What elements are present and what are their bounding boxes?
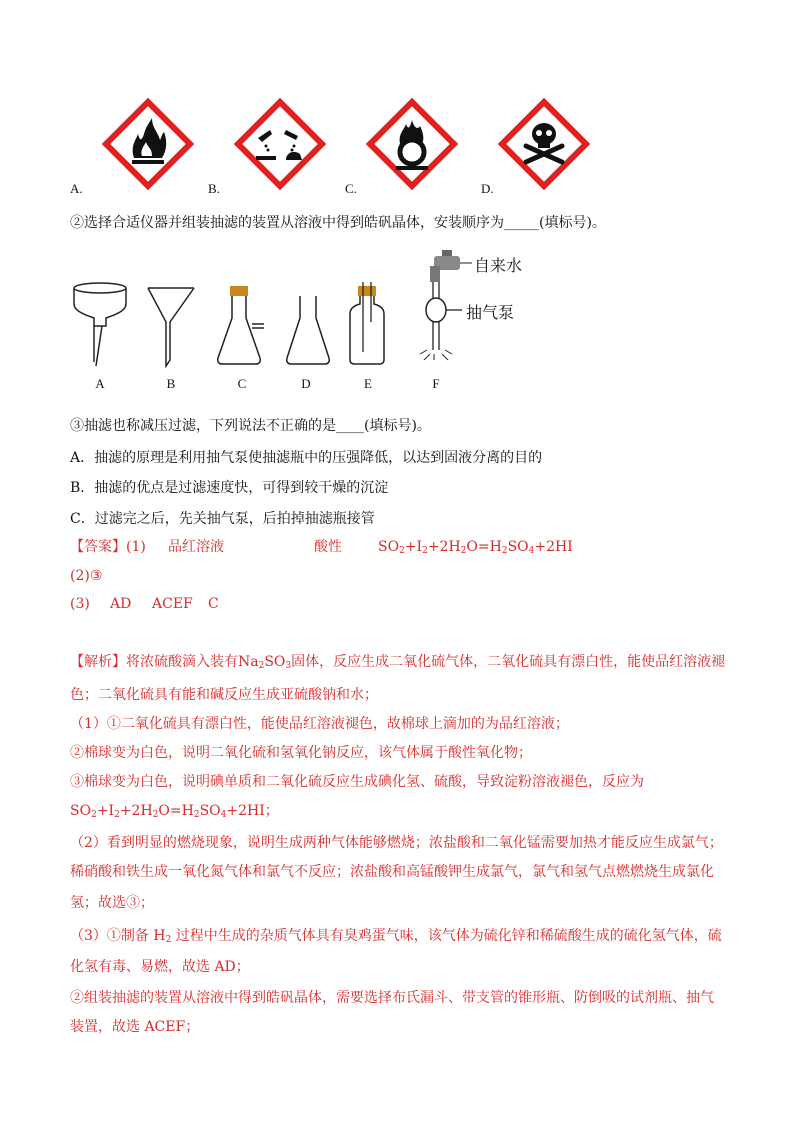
analysis-line-6: $SO_2+I_2+2H_2O=H_2SO_4+2HI$； xyxy=(70,803,279,820)
analysis-line-2: 色；二氧化硫具有能和碱反应生成亚硫酸钠和水； xyxy=(70,687,378,703)
tap-water-label: 自来水 xyxy=(474,256,523,275)
answer-3-a: AD xyxy=(110,596,132,612)
hazard-option-d: D. xyxy=(481,181,494,196)
analysis-line-5: ③棉球变为白色，说明碘单质和二氧化硫反应生成碘化氢、硫酸，导致淀粉溶液褪色，反应为 xyxy=(70,774,644,790)
analysis-tag: 【解析】 xyxy=(70,654,126,670)
analysis-text: 将浓硫酸滴入装有 xyxy=(126,654,238,670)
formula-h2: $H_2$ xyxy=(148,928,172,945)
wash-bottle-icon xyxy=(346,282,388,366)
analysis-line-10 xyxy=(70,926,722,950)
apparatus-label-d: D xyxy=(301,376,311,391)
pump-label: 抽气泵 xyxy=(466,303,515,322)
analysis-line-9: 氢；故选③； xyxy=(70,895,154,911)
choice-b: B．抽滤的优点是过滤速度快，可得到较干燥的沉淀 xyxy=(70,480,389,496)
choice-c: C．过滤完之后，先关抽气泵，后拍掉抽滤瓶接管 xyxy=(70,511,375,527)
answer-tag: 【答案】 xyxy=(70,539,126,555)
formula-na2so3: $Na_2SO_3$ xyxy=(238,654,292,671)
answer-1-b: 酸性 xyxy=(314,539,342,555)
answer-3-c: C xyxy=(208,596,219,612)
answer-line-2: (2)③ xyxy=(70,568,103,584)
answer-line-3 xyxy=(70,594,219,614)
answer-3-b: ACEF xyxy=(152,596,193,612)
analysis-line-12: ②组装抽滤的装置从溶液中得到皓矾晶体，需要选择布氏漏斗、带支管的锥形瓶、防倒吸的试剂瓶、抽气 xyxy=(70,990,714,1006)
answer-1-a: 品红溶液 xyxy=(168,539,224,555)
apparatus-label-e: E xyxy=(364,376,372,391)
buchner-funnel-icon xyxy=(72,282,128,372)
analysis-line-3: （1）①二氧化硫具有漂白性，能使品红溶液褪色，故棉球上滴加的为品红溶液； xyxy=(70,716,569,732)
analysis-line-1 xyxy=(70,652,725,676)
erlenmeyer-flask-icon xyxy=(284,294,332,366)
question-2: ②选择合适仪器并组装抽滤的装置从溶液中得到皓矾晶体，安装顺序为_____(填标号)。 xyxy=(70,215,606,231)
analysis-text: 过程中生成的杂质气体具有臭鸡蛋气味，该气体为硫化锌和稀硫酸生成的硫化氢气体，硫 xyxy=(175,928,722,944)
answer-3-num: (3) xyxy=(70,596,90,612)
hazard-option-c: C. xyxy=(345,181,357,196)
hazard-option-b: B. xyxy=(208,181,220,196)
apparatus-label-b: B xyxy=(166,376,176,391)
choice-a: A．抽滤的原理是利用抽气泵使抽滤瓶中的压强降低，以达到固液分离的目的 xyxy=(70,450,543,466)
analysis-line-8: 稀硝酸和铁生成一氧化氮气体和氯气不反应；浓盐酸和高锰酸钾生成氯气，氯气和氢气点燃燃烧生成氯化 xyxy=(70,864,714,880)
funnel-icon xyxy=(146,284,196,372)
answer-1-equation: $SO_2+I_2+2H_2O=H_2SO_4+2HI$ xyxy=(378,539,573,556)
suction-flask-icon xyxy=(214,282,270,366)
oxidizer-icon xyxy=(368,100,456,188)
apparatus-label-c: C xyxy=(237,376,247,391)
analysis-text: （3）①制备 xyxy=(70,928,149,944)
analysis-line-13: 装置，故选 ACEF； xyxy=(70,1019,200,1035)
answer-line-1 xyxy=(70,537,573,557)
answer-1-num: (1) xyxy=(126,539,146,555)
hazard-option-a: A. xyxy=(70,181,83,196)
flame-icon xyxy=(104,100,192,188)
apparatus-label-f: F xyxy=(432,376,440,391)
analysis-line-7: （2）看到明显的燃烧现象，说明生成两种气体能够燃烧；浓盐酸和二氧化锰需要加热才能反应生成氯气； xyxy=(70,835,723,851)
apparatus-label-a: A xyxy=(95,376,105,391)
analysis-text: 固体，反应生成二氧化硫气体，二氧化硫具有漂白性，能使品红溶液褪 xyxy=(291,654,726,670)
question-3: ③抽滤也称减压过滤，下列说法不正确的是____(填标号)。 xyxy=(70,418,431,434)
analysis-line-4: ②棉球变为白色，说明二氧化硫和氢氧化钠反应，该气体属于酸性氧化物； xyxy=(70,745,532,761)
skull-crossbones-icon xyxy=(500,100,588,188)
analysis-line-11: 化氢有毒、易燃，故选 AD； xyxy=(70,959,250,975)
corrosive-icon xyxy=(236,100,324,188)
